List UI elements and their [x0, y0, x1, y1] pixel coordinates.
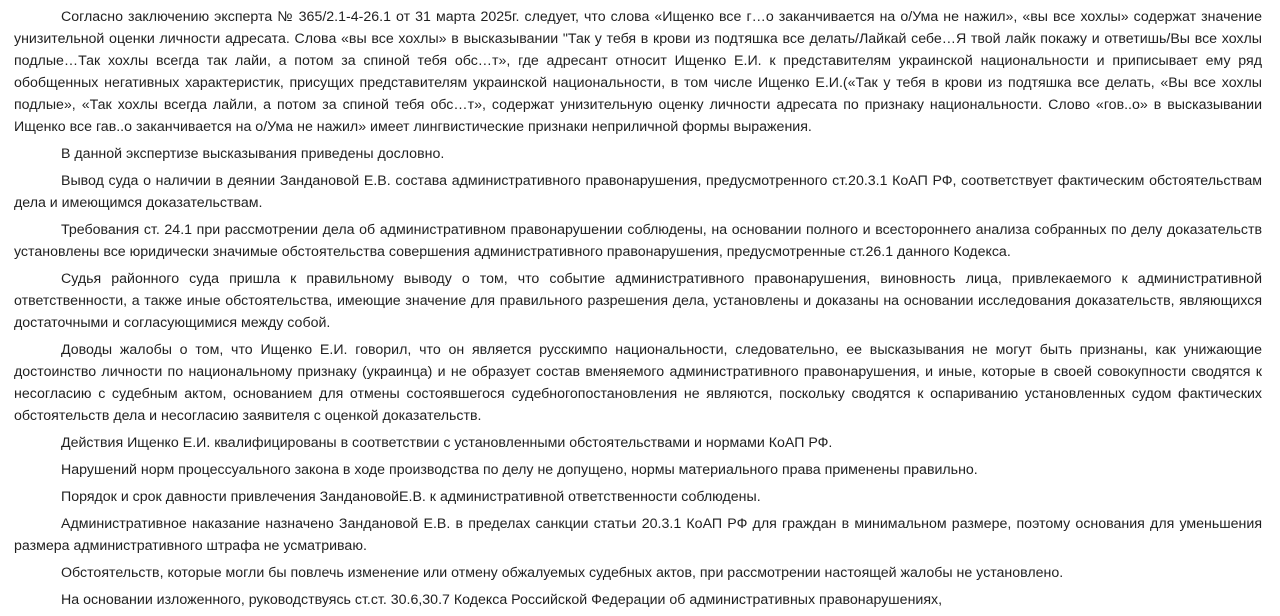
paragraph-procedural-norms: Нарушений норм процессуального закона в ходе производства по делу не допущено, нормы материального права применены правильно. [61, 462, 978, 478]
paragraph-penalty: Административное наказание назначено Зандановой Е.В. в пределах санкции статьи 20.3.1 КоАП РФ для граждан в минимальном размере, поэтому основания для уменьшения размера административного штрафа не усматриваю. [14, 516, 1262, 554]
paragraph-circumstances: Обстоятельств, которые могли бы повлечь изменение или отмену обжалуемых судебных актов, при рассмотрении настоящей жалобы не установлено. [61, 565, 1064, 581]
paragraph-limitation-period: Порядок и срок давности привлечения ЗандановойЕ.В. к административной ответственности соблюдены. [61, 489, 761, 505]
paragraph-verbatim-note: В данной экспертизе высказывания приведены дословно. [61, 146, 445, 162]
paragraph-grounds: На основании изложенного, руководствуясь ст.ст. 30.6,30.7 Кодекса Российской Федерации об административных правонарушениях, [61, 592, 943, 608]
paragraph-qualification: Действия Ищенко Е.И. квалифицированы в соответствии с установленными обстоятельствами и нормами КоАП РФ. [61, 435, 833, 451]
paragraph-district-judge: Судья районного суда пришла к правильному выводу о том, что событие административного правонарушения, виновность лица, привлекаемого к административной ответственности, а также иные обстоятельства, имеющие значение для правильного разрешения дела, установлены и доказаны на основании исследования доказательств, являющихся достаточными и согласующимися между собой. [14, 271, 1262, 331]
document-body [14, 0, 1262, 616]
paragraph-court-conclusion: Вывод суда о наличии в деянии Зандановой Е.В. состава административного правонарушения, предусмотренного ст.20.3.1 КоАП РФ, соответствует фактическим обстоятельствам дела и имеющимся доказательствам. [14, 173, 1262, 211]
paragraph-appeal-arguments: Доводы жалобы о том, что Ищенко Е.И. говорил, что он является русскимпо национальности, следовательно, ее высказывания не могут быть признаны, как унижающие достоинство личности по национальному признаку (украинца) и не образует состав вменяемого административного правонарушения, и иные, которые в своей совокупности сводятся к несогласию с судебным актом, основанием для отмены состоявшегося судебногопостановления не являются, поскольку сводятся к оспариванию установленных судом фактических обстоятельств дела и несогласию заявителя с оценкой доказательств. [14, 342, 1262, 424]
paragraph-expert-conclusion: Согласно заключению эксперта № 365/2.1-4-26.1 от 31 марта 2025г. следует, что слова «Ищенко все г…о заканчивается на о/Ума не нажил», «вы все хохлы» содержат значение унизительной оценки личности адресата. Слова «вы все хохлы» в высказывании "Так у тебя в крови из подтяшка все делать/Лайкай себе…Я твой лайк покажу и ответишь/Вы все хохлы подлые…Так хохлы всегда так лайи, а потом за спиной тебя обс…т», где адресант относит Ищенко Е.И. к представителям украинской национальности и приписывает ему ряд обобщенных негативных характеристик, присущих представителям украинской национальности, в том числе Ищенко Е.И.(«Так у тебя в крови из подтяшка все делать, «Вы все хохлы подлые», «Так хохлы всегда лайли, а потом за спиной тебя обс…т», содержат унизительную оценку личности адресата по признаку национальности. Слово «гов..о» в высказывании Ищенко все гав..о заканчивается на о/Ума не нажил» имеет лингвистические признаки неприличной формы выражения. [14, 9, 1262, 135]
paragraph-article-24-1: Требования ст. 24.1 при рассмотрении дела об административном правонарушении соблюдены, на основании полного и всестороннего анализа собранных по делу доказательств установлены все юридически значимые обстоятельства совершения административного правонарушения, предусмотренные ст.26.1 данного Кодекса. [14, 222, 1262, 260]
